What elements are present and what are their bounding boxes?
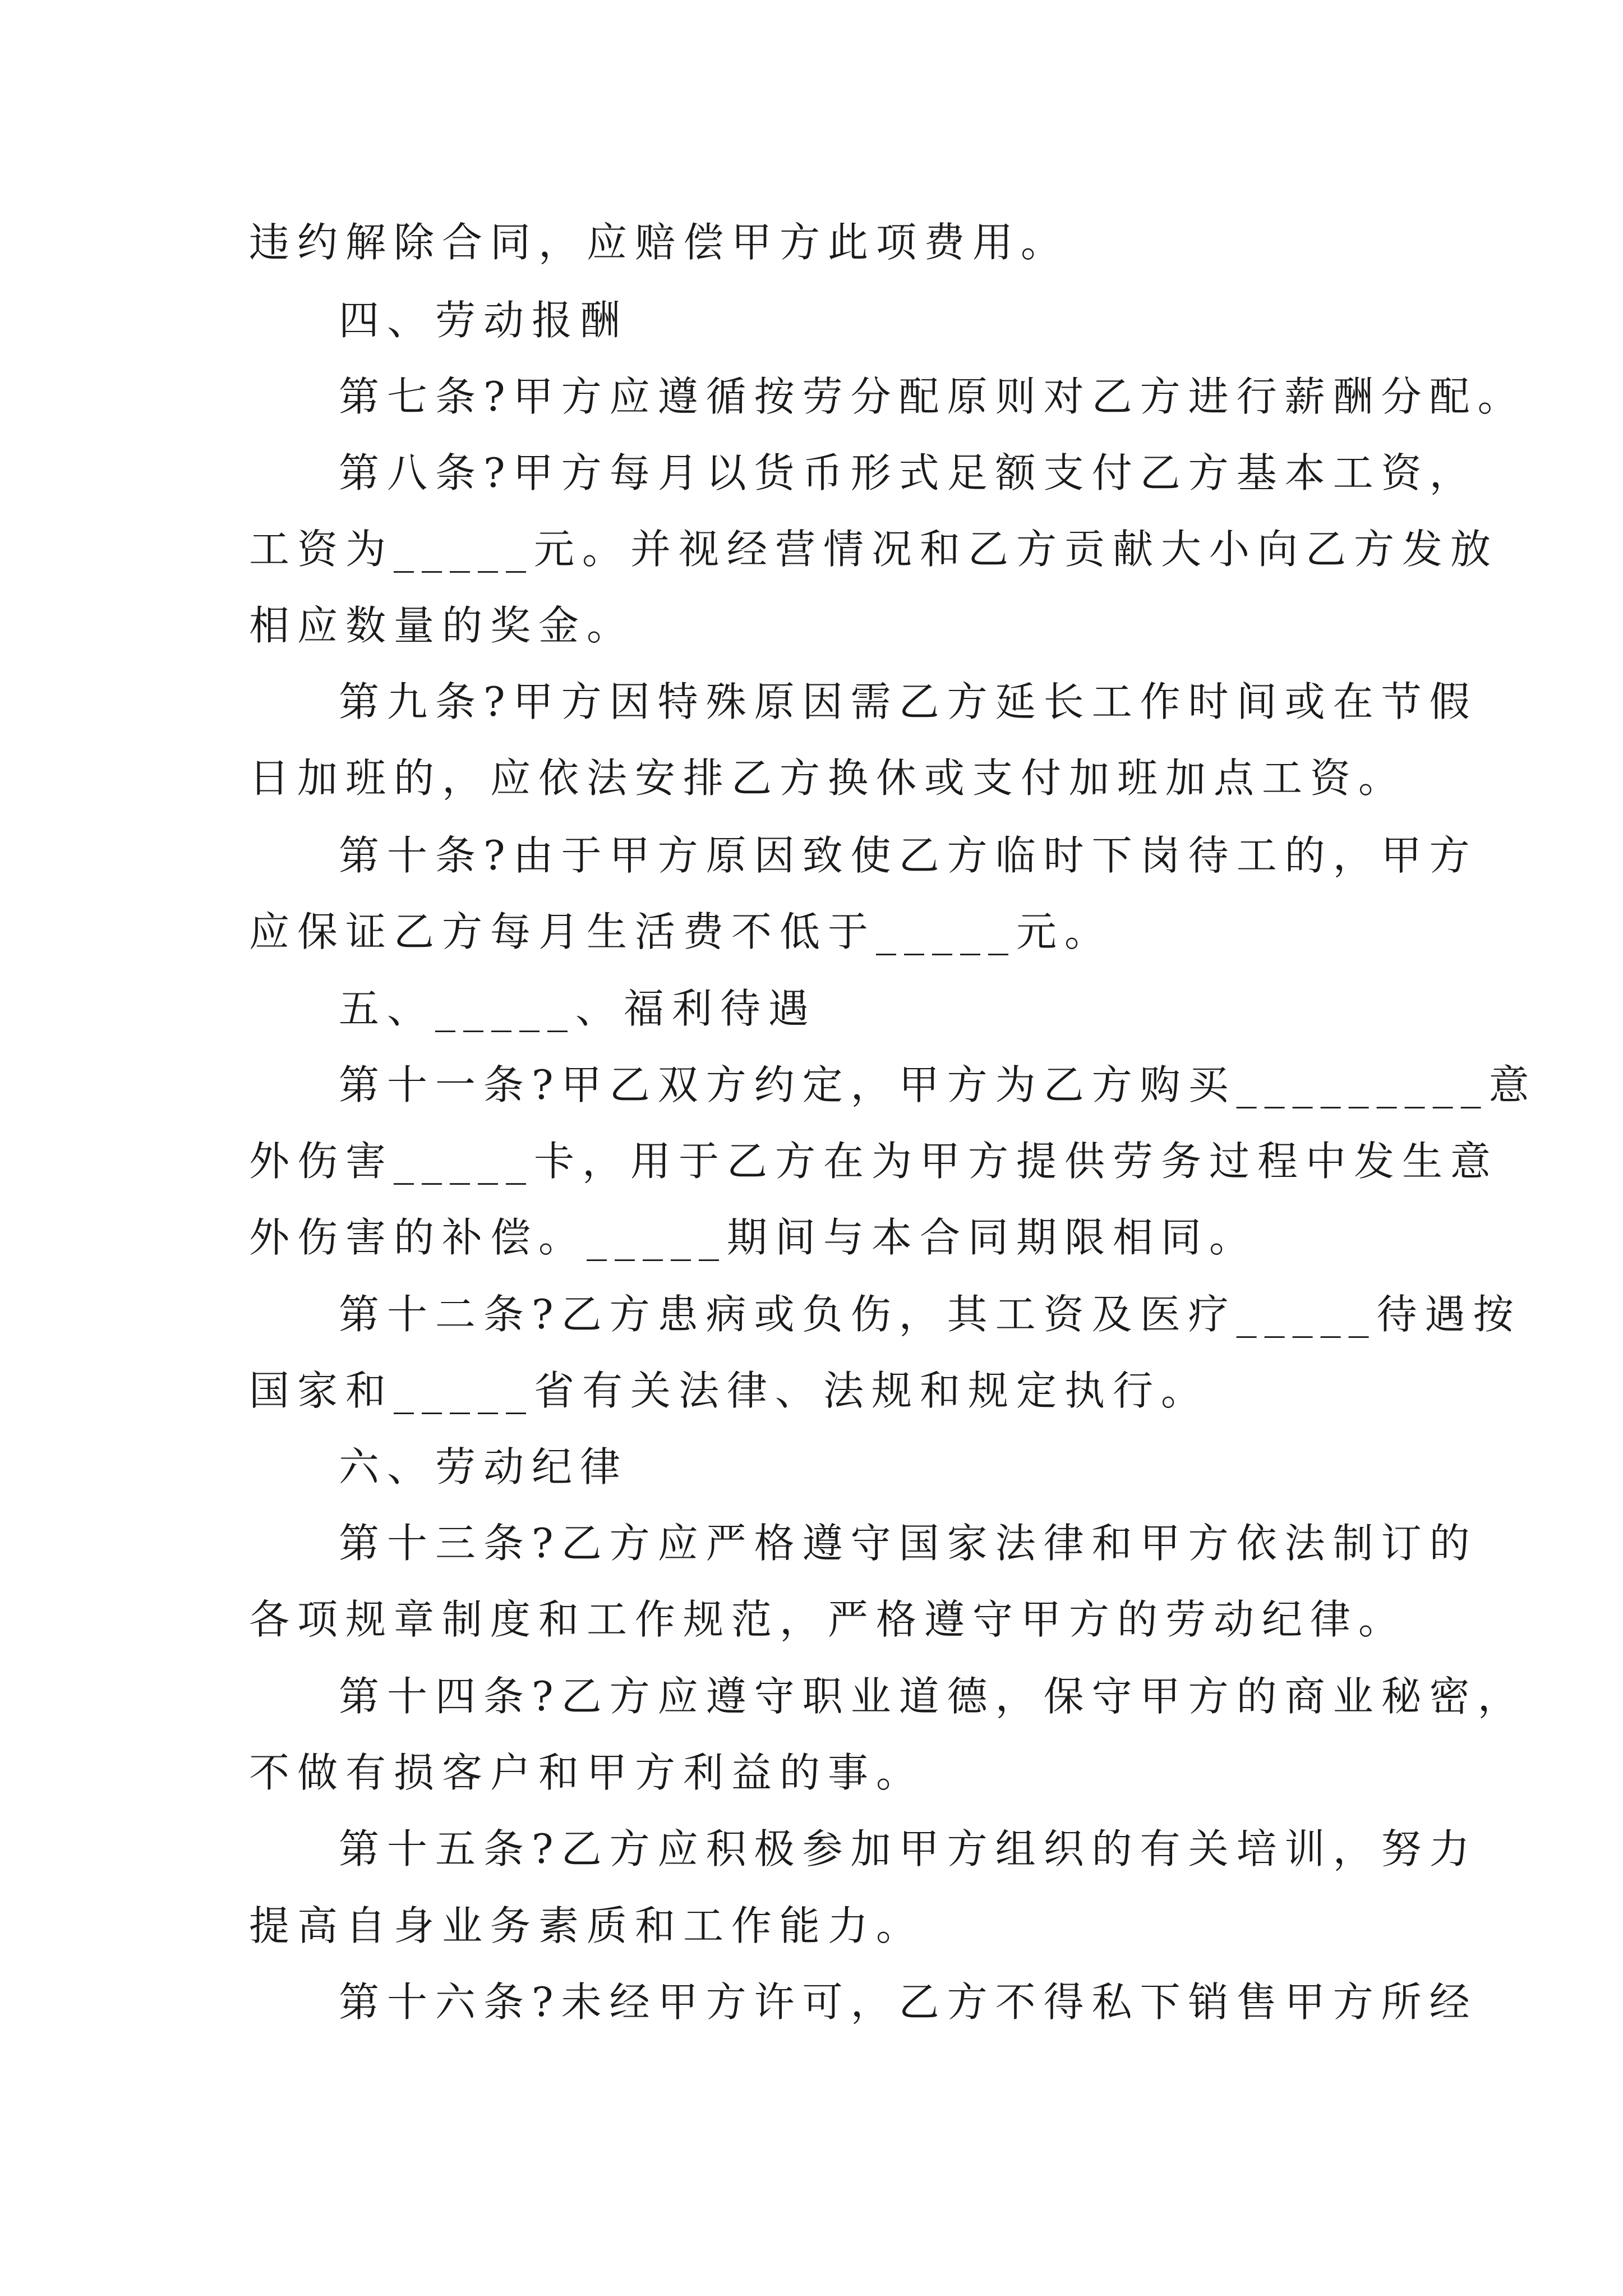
text-line: 第九条?甲方因特殊原因需乙方延长工作时间或在节假 — [339, 678, 1478, 725]
text-line: 相应数量的奖金。 — [249, 602, 635, 649]
text-line: 第十四条?乙方应遵守职业道德，保守甲方的商业秘密， — [339, 1673, 1526, 1720]
text-line: 日加班的，应依法安排乙方换休或支付加班加点工资。 — [249, 754, 1407, 802]
text-line: 工资为_____元。并视经营情况和乙方贡献大小向乙方发放 — [249, 526, 1499, 573]
text-line: 外伤害_____卡，用于乙方在为甲方提供劳务过程中发生意 — [249, 1138, 1499, 1185]
text-line: 违约解除合同，应赔偿甲方此项费用。 — [249, 219, 1069, 266]
text-line: 第十条?由于甲方原因致使乙方临时下岗待工的，甲方 — [339, 832, 1478, 879]
text-line: 第十五条?乙方应积极参加甲方组织的有关培训，努力 — [339, 1825, 1478, 1872]
text-line: 各项规章制度和工作规范，严格遵守甲方的劳动纪律。 — [249, 1596, 1407, 1643]
text-line: 外伤害的补偿。_____期间与本合同期限相同。 — [249, 1214, 1258, 1261]
section-heading: 六、劳动纪律 — [339, 1443, 629, 1490]
text-line: 不做有损客户和甲方利益的事。 — [249, 1749, 925, 1796]
text-line: 第十六条?未经甲方许可，乙方不得私下销售甲方所经 — [339, 1978, 1478, 2026]
text-line: 提高自身业务素质和工作能力。 — [249, 1902, 925, 1949]
section-heading: 五、_____、福利待遇 — [339, 985, 817, 1032]
text-line: 应保证乙方每月生活费不低于_____元。 — [249, 908, 1113, 955]
section-heading: 四、劳动报酬 — [339, 297, 629, 344]
text-line: 第十一条?甲乙双方约定，甲方为乙方购买_________意 — [339, 1061, 1537, 1108]
text-line: 第十三条?乙方应严格遵守国家法律和甲方依法制订的 — [339, 1520, 1478, 1567]
text-line: 第八条?甲方每月以货币形式足额支付乙方基本工资， — [339, 449, 1478, 496]
text-line: 第十二条?乙方患病或负伤，其工资及医疗_____待遇按 — [339, 1291, 1521, 1338]
text-line: 第七条?甲方应遵循按劳分配原则对乙方进行薪酬分配。 — [339, 373, 1526, 420]
text-line: 国家和_____省有关法律、法规和规定执行。 — [249, 1367, 1210, 1414]
